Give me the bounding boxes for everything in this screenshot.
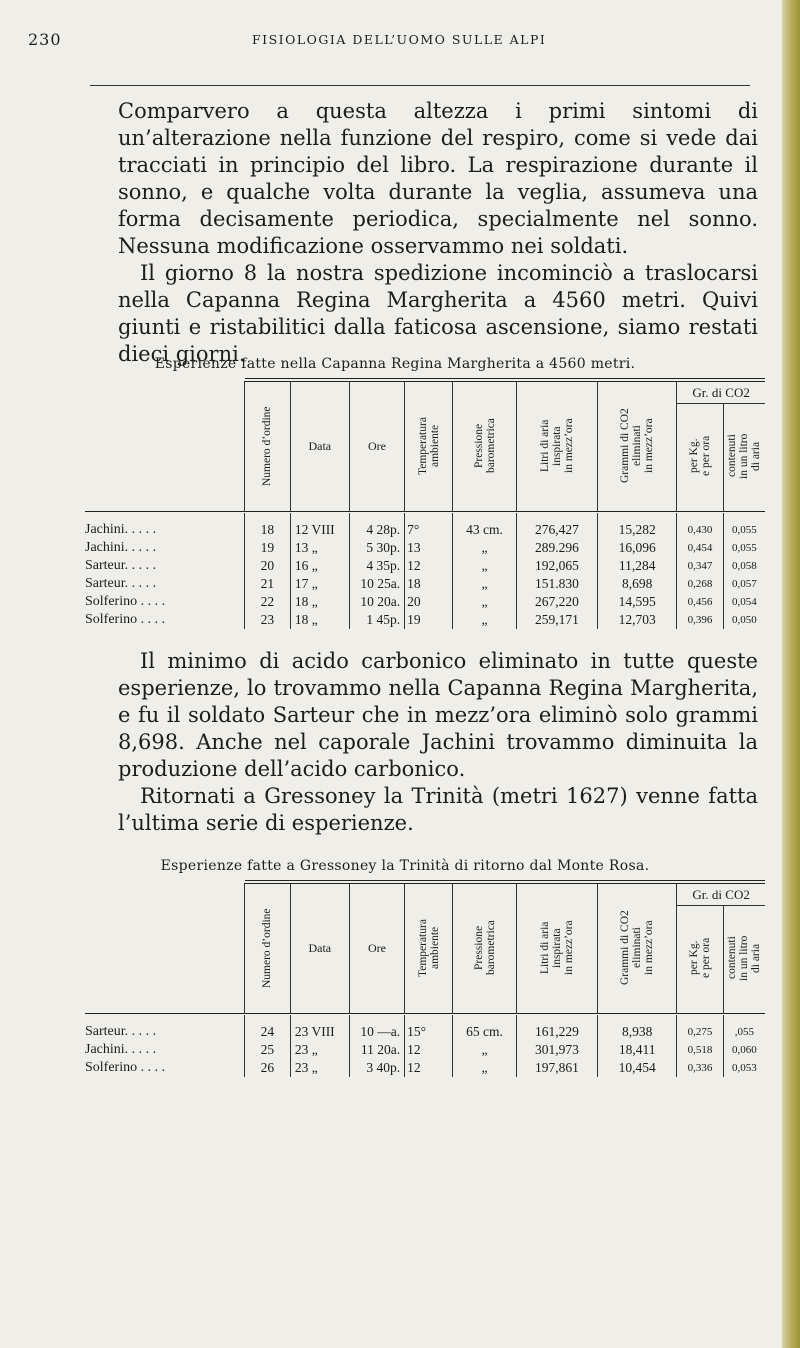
table-1-header-litri: Litri di aria inspirata in mezz’ora [538,418,575,474]
table-2 [85,880,765,1077]
table-1-row [85,539,765,557]
table-1-cell-press: „ [453,557,516,575]
table-1-cell-per-kg: 0,396 [677,611,724,629]
table-1-cell-cont: 0,055 [732,541,757,554]
table-1-cell-per-kg: 0,347 [677,557,724,575]
running-head [0,30,770,54]
table-2-cell-press: 65 cm. [453,1015,516,1041]
table-1-cell-temp: 18 [405,575,453,593]
table-1-row [85,611,765,629]
table-2-cell-name: Solferino . . . . [85,1059,166,1075]
table-1-header-numero: Numero d’ordine [261,406,274,486]
table-2-cell-data: 23 „ [290,1041,349,1059]
table-1-cell-num: 23 [245,611,291,629]
table-2-header-numero: Numero d’ordine [261,908,274,988]
table-1-cell-press: „ [453,593,516,611]
table-2-row [85,1059,765,1077]
table-1-cell-press: „ [453,575,516,593]
paragraph-2-text-a: Il minimo di acido carbonico eliminato in tutte queste esperienze, lo trovammo nella Capanna Regina Margherita, e fu il soldato Sarteur che in mezz’ora eliminò solo grammi 8,698. Anche nel caporale Jachini trovammo diminuita la produzione dell’acido carbonico. [118,649,758,781]
table-2-header-per-kg: per Kg. e per ora [688,937,713,979]
table-2-header-gr-co2: Gr. di CO2 [692,886,750,902]
table-1-row [85,593,765,611]
table-2-cell-press: „ [453,1041,516,1059]
table-1-cell-litri: 289.296 [516,539,597,557]
table-1-row [85,557,765,575]
table-1-cell-ore: 1 45p. [349,611,404,629]
table-1-cell-num: 19 [245,539,291,557]
table-2-cell-per-kg: 0,336 [677,1059,724,1077]
table-1-header-temperatura: Temperatura ambiente [416,417,441,475]
table-2-cell-per-kg: 0,518 [677,1041,724,1059]
table-2-cell-num: 25 [245,1041,291,1059]
table-1-cell-grammi: 15,282 [598,513,677,539]
table-1-cell-litri: 259,171 [516,611,597,629]
table-2-cell-litri: 197,861 [516,1059,597,1077]
table-2-cell-cont: ,055 [734,1025,755,1038]
table-1-cell-per-kg: 0,456 [677,593,724,611]
table-1-cell-ore: 4 28p. [349,513,404,539]
table-1-cell-data: 12 VIII [290,513,349,539]
table-2-cell-name: Sarteur. . . . . [85,1023,157,1039]
table-2-cell-temp: 12 [405,1059,453,1077]
table-2-cell-num: 26 [245,1059,291,1077]
table-2-header-contenuti: contenuti in un litro di aria [726,935,763,981]
table-1-cell-press: „ [453,539,516,557]
paragraph-1-text-a: Comparvero a questa altezza i primi sintomi di un’alterazione nella funzione del respiro, come si vede dai tracciati in principio del libro. La respirazione durante il sonno, e qualche volta durante la veglia, assumeva una forma decisamente periodica, specialmente nel sonno. Nessuna modificazione osservammo nei soldati. [118,99,758,258]
table-1-cell-temp: 7° [405,513,453,539]
table-1-cell-press: 43 cm. [453,513,516,539]
table-2-header-temperatura: Temperatura ambiente [416,919,441,977]
table-2-cell-per-kg: 0,275 [677,1015,724,1041]
page-number: 230 [28,30,62,49]
table-1-cell-ore: 4 35p. [349,557,404,575]
table-1-cell-name: Sarteur. . . . . [85,557,157,573]
table-1-row [85,575,765,593]
table-2-body [85,1015,765,1077]
table-1-cell-name: Solferino . . . . [85,611,166,627]
table-1-cell-litri: 276,427 [516,513,597,539]
table-2-cell-name: Jachini. . . . . [85,1041,157,1057]
table-2-row [85,1041,765,1059]
table-2-cell-litri: 161,229 [516,1015,597,1041]
table-2-header-grammi: Grammi di CO2 eliminati in mezz’ora [619,910,656,986]
table-2-cell-data: 23 VIII [290,1015,349,1041]
table-1-cell-temp: 12 [405,557,453,575]
table-1-cell-per-kg: 0,268 [677,575,724,593]
table-2-caption: Esperienze fatte a Gressoney la Trinità di ritorno dal Monte Rosa. [160,858,650,874]
table-1-cell-name: Jachini. . . . . [85,521,157,537]
table-1-cell-ore: 10 20a. [349,593,404,611]
table-1-cell-num: 22 [245,593,291,611]
table-1-cell-name: Jachini. . . . . [85,539,157,555]
table-1-cell-name: Sarteur. . . . . [85,575,157,591]
table-1-header-ore: Ore [367,439,386,453]
table-1-cell-data: 18 „ [290,593,349,611]
table-1-cell-grammi: 8,698 [598,575,677,593]
table-1-cell-temp: 20 [405,593,453,611]
table-1-cell-num: 18 [245,513,291,539]
running-title: FISIOLOGIA DELL’UOMO SULLE ALPI [252,32,547,47]
table-1-cell-litri: 267,220 [516,593,597,611]
table-1-cell-press: „ [453,611,516,629]
table-1-header-grammi: Grammi di CO2 eliminati in mezz’ora [619,408,656,484]
table-1-cell-cont: 0,054 [732,595,757,608]
paragraph-1-text-b: Il giorno 8 la nostra spedizione incominciò a traslocarsi nella Capanna Regina Margherita a 4560 metri. Quivi giunti e ristabilitici dalla faticosa ascensione, siamo restati dieci giorni. [118,261,758,366]
table-1-cell-per-kg: 0,454 [677,539,724,557]
table-1-cell-ore: 5 30p. [349,539,404,557]
table-1-cell-temp: 13 [405,539,453,557]
table-1-cell-litri: 192,065 [516,557,597,575]
table-2-cell-grammi: 10,454 [598,1059,677,1077]
table-2-cell-ore: 3 40p. [349,1059,404,1077]
table-1-header-per-kg: per Kg. e per ora [688,435,713,477]
page-binding-edge [782,0,800,1348]
table-2-cell-press: „ [453,1059,516,1077]
table-1-cell-num: 21 [245,575,291,593]
table-1-cell-cont: 0,055 [732,523,757,536]
table-1-cell-cont: 0,050 [732,613,757,626]
table-2-cell-ore: 10 —a. [349,1015,404,1041]
table-2-header-pressione: Pressione barometrica [472,920,497,976]
table-1-header-contenuti: contenuti in un litro di aria [726,433,763,479]
table-1-header-pressione: Pressione barometrica [472,418,497,474]
table-2-cell-cont: 0,060 [732,1043,757,1056]
table-2-cell-litri: 301,973 [516,1041,597,1059]
table-2-cell-data: 23 „ [290,1059,349,1077]
table-1-body [85,513,765,629]
table-1-cell-cont: 0,057 [732,577,757,590]
table-1-cell-num: 20 [245,557,291,575]
table-2-cell-ore: 11 20a. [349,1041,404,1059]
table-2-row [85,1015,765,1041]
table-1-cell-grammi: 12,703 [598,611,677,629]
table-1-cell-data: 17 „ [290,575,349,593]
table-1-cell-grammi: 16,096 [598,539,677,557]
table-2-cell-temp: 15° [405,1015,453,1041]
table-1-header-data: Data [308,439,332,453]
table-1-cell-grammi: 11,284 [598,557,677,575]
paragraph-1 [118,98,758,368]
table-1-caption: Esperienze fatte nella Capanna Regina Margherita a 4560 metri. [154,356,636,372]
header-rule [90,85,750,86]
table-1-cell-ore: 10 25a. [349,575,404,593]
table-1-cell-grammi: 14,595 [598,593,677,611]
table-2-header-litri: Litri di aria inspirata in mezz’ora [538,920,575,976]
table-1-cell-name: Solferino . . . . [85,593,166,609]
table-1-cell-per-kg: 0,430 [677,513,724,539]
table-1-row [85,513,765,539]
paragraph-2-text-b: Ritornati a Gressoney la Trinità (metri 1627) venne fatta l’ultima serie di esperienze. [118,784,758,835]
table-2-cell-grammi: 8,938 [598,1015,677,1041]
table-1-cell-temp: 19 [405,611,453,629]
table-1-cell-data: 18 „ [290,611,349,629]
table-1-header-gr-co2: Gr. di CO2 [692,384,750,400]
table-2-cell-cont: 0,053 [732,1061,757,1074]
table-2-cell-grammi: 18,411 [598,1041,677,1059]
table-1-cell-cont: 0,058 [732,559,757,572]
table-1-cell-data: 16 „ [290,557,349,575]
table-1-cell-data: 13 „ [290,539,349,557]
table-2-cell-num: 24 [245,1015,291,1041]
paragraph-2 [118,648,758,837]
table-2-header-ore: Ore [367,941,386,955]
table-2-cell-temp: 12 [405,1041,453,1059]
table-1 [85,378,765,629]
table-2-header-data: Data [308,941,332,955]
table-1-cell-litri: 151.830 [516,575,597,593]
